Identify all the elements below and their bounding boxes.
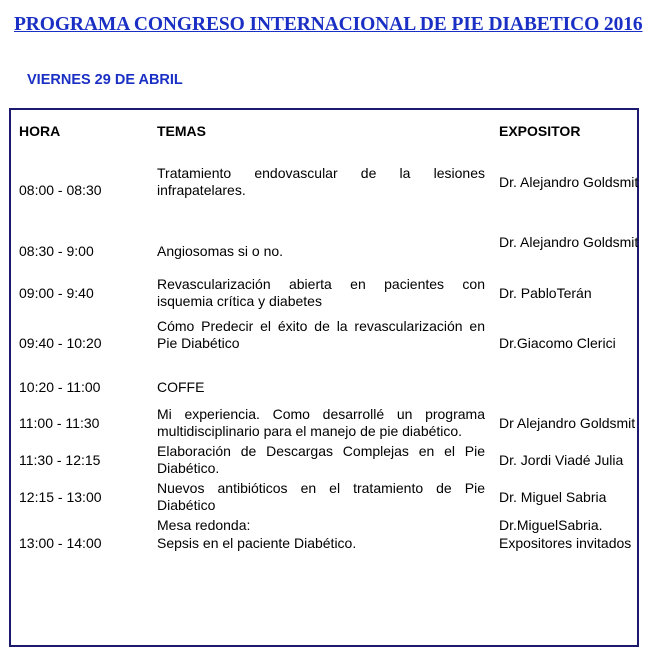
header-temas: TEMAS [157, 123, 206, 139]
table-row-tema: Nuevos antibióticos en el tratamiento de Pie Diabético [157, 480, 485, 513]
header-hora: HORA [19, 123, 61, 139]
table-row-hora: 08:00 - 08:30 [19, 182, 102, 198]
table-row-tema-line2: Sepsis en el paciente Diabético. [157, 535, 357, 551]
table-row-tema-line1: Mesa redonda: [157, 517, 251, 533]
table-row-tema: Revascularización abierta en pacientes con isquemia crítica y diabetes [157, 276, 485, 309]
table-row-tema: Cómo Predecir el éxito de la revascularización en Pie Diabético [157, 318, 485, 351]
table-row-expositor: Dr. PabloTerán [499, 285, 592, 301]
table-row-hora: 11:00 - 11:30 [19, 415, 100, 431]
header-expositor: EXPOSITOR [499, 123, 581, 139]
table-row-expositor: Dr. Alejandro Goldsmit [499, 234, 639, 250]
table-row-tema: Angiosomas si o no. [157, 243, 284, 259]
table-row-expositor: Dr.Giacomo Clerici [499, 335, 616, 351]
table-row-hora: 09:00 - 9:40 [19, 285, 94, 301]
table-row-hora: 13:00 - 14:00 [19, 535, 102, 551]
table-row-hora: 09:40 - 10:20 [19, 335, 102, 351]
table-row-hora: 08:30 - 9:00 [19, 243, 94, 259]
table-row-expositor: Dr. Alejandro Goldsmit [499, 174, 639, 190]
table-row-tema: COFFE [157, 379, 205, 395]
day-heading: VIERNES 29 DE ABRIL [27, 72, 183, 88]
table-row-hora: 10:20 - 11:00 [19, 379, 101, 395]
table-row-hora: 12:15 - 13:00 [19, 489, 102, 505]
table-row-expositor: Dr. Jordi Viadé Julia [499, 452, 624, 468]
table-row-expositor: Dr Alejandro Goldsmit [499, 415, 636, 431]
page-title: PROGRAMA CONGRESO INTERNACIONAL DE PIE DIABETICO 2016 [14, 14, 643, 35]
table-row-expositor-line1: Dr.MiguelSabria. [499, 517, 603, 533]
table-row-hora: 11:30 - 12:15 [19, 452, 101, 468]
table-row-expositor: Dr. Miguel Sabria [499, 489, 607, 505]
table-row-tema: Elaboración de Descargas Complejas en el Pie Diabético. [157, 443, 485, 476]
table-row-tema: Mi experiencia. Como desarrollé un programa multidisciplinario para el manejo de pie diabético. [157, 406, 485, 439]
table-row-expositor-line2: Expositores invitados [499, 535, 632, 551]
table-row-tema: Tratamiento endovascular de la lesiones infrapatelares. [157, 165, 485, 198]
